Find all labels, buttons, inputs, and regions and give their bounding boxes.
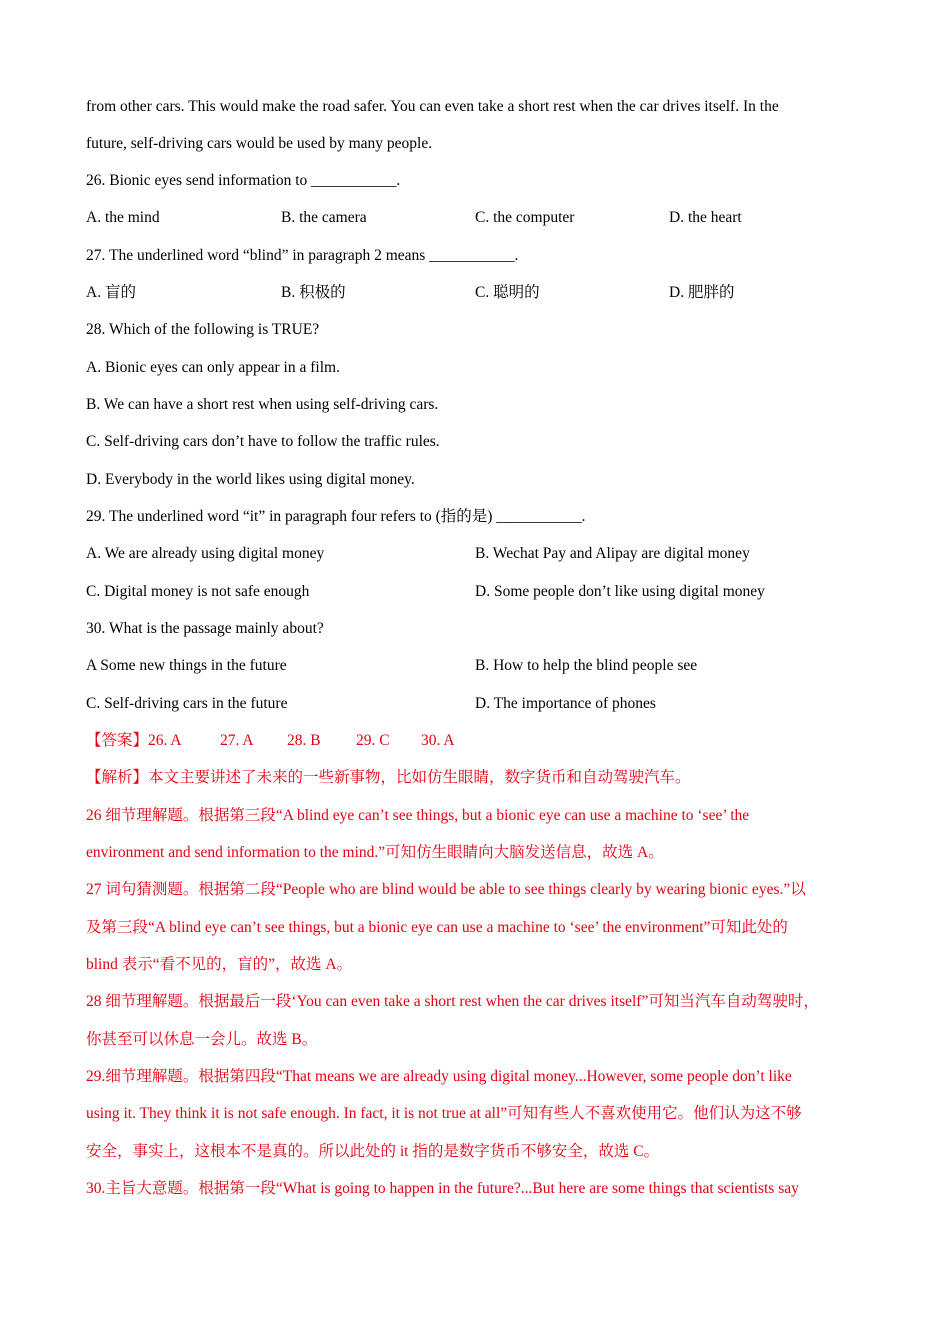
- analysis-line: 26 细节理解题。根据第三段“A blind eye can’t see things, but a bionic eye can use a machine to ‘see’ the: [86, 807, 750, 824]
- analysis-line: 27 词句猜测题。根据第二段“People who are blind would be able to see things clearly by wearing bionic eyes.”以: [86, 881, 806, 898]
- question-28-stem: 28. Which of the following is TRUE?: [86, 321, 320, 338]
- answer-29: 29. C: [356, 732, 390, 749]
- q28-option-d: D. Everybody in the world likes using digital money.: [86, 471, 415, 488]
- analysis-line: 及第三段“A blind eye can’t see things, but a bionic eye can use a machine to ‘see’ the environment”可知此处的: [86, 919, 788, 936]
- q27-option-b: B. 积极的: [281, 284, 346, 301]
- analysis-line: 29.细节理解题。根据第四段“That means we are already using digital money...However, some people don’t like: [86, 1068, 792, 1085]
- q29-option-c: C. Digital money is not safe enough: [86, 583, 310, 600]
- analysis-line: using it. They think it is not safe enough. In fact, it is not true at all”可知有些人不喜欢使用它。他们认为这不够: [86, 1105, 802, 1122]
- answer-28: 28. B: [287, 732, 321, 749]
- q29-option-a: A. We are already using digital money: [86, 545, 325, 562]
- analysis-line: 你甚至可以休息一会儿。故选 B。: [86, 1031, 318, 1048]
- answer-label: 【答案】: [86, 732, 149, 749]
- analysis-summary: 【解析】本文主要讲述了未来的一些新事物，比如仿生眼睛，数字货币和自动驾驶汽车。: [86, 769, 691, 786]
- q26-option-d: D. the heart: [669, 209, 742, 226]
- q28-option-b: B. We can have a short rest when using self-driving cars.: [86, 396, 439, 413]
- question-26-stem: 26. Bionic eyes send information to ___________.: [86, 172, 401, 189]
- q30-option-c: C. Self-driving cars in the future: [86, 695, 288, 712]
- analysis-line: 28 细节理解题。根据最后一段‘You can even take a short rest when the car drives itself”可知当汽车自动驾驶时，: [86, 993, 819, 1010]
- q28-option-a: A. Bionic eyes can only appear in a film.: [86, 359, 340, 376]
- q29-option-b: B. Wechat Pay and Alipay are digital money: [475, 545, 750, 562]
- q26-option-a: A. the mind: [86, 209, 160, 226]
- answer-key: [86, 731, 455, 751]
- q29-option-d: D. Some people don’t like using digital money: [475, 583, 765, 600]
- answer-30: 30. A: [421, 732, 455, 749]
- q27-option-c: C. 聪明的: [475, 284, 540, 301]
- q30-option-a: A Some new things in the future: [86, 657, 287, 674]
- q30-option-b: B. How to help the blind people see: [475, 657, 698, 674]
- answer-26: 26. A: [148, 732, 182, 749]
- question-30-stem: 30. What is the passage mainly about?: [86, 620, 324, 637]
- q27-option-a: A. 盲的: [86, 284, 136, 301]
- question-27-stem: 27. The underlined word “blind” in paragraph 2 means ___________.: [86, 247, 519, 264]
- q27-option-d: D. 肥胖的: [669, 284, 735, 301]
- analysis-line: 30.主旨大意题。根据第一段“What is going to happen in the future?...But here are some things that scientists say: [86, 1180, 799, 1197]
- passage-line-2: future, self-driving cars would be used by many people.: [86, 135, 433, 152]
- analysis-line: 安全，事实上，这根本不是真的。所以此处的 it 指的是数字货币不够安全，故选 C。: [86, 1143, 660, 1160]
- passage-line-1: from other cars. This would make the road safer. You can even take a short rest when the car drives itself. In the: [86, 98, 779, 115]
- q30-option-d: D. The importance of phones: [475, 695, 656, 712]
- analysis-line: blind 表示“看不见的，盲的”，故选 A。: [86, 956, 353, 973]
- answer-27: 27. A: [220, 732, 254, 749]
- q26-option-b: B. the camera: [281, 209, 367, 226]
- q26-option-c: C. the computer: [475, 209, 575, 226]
- q28-option-c: C. Self-driving cars don’t have to follow the traffic rules.: [86, 433, 440, 450]
- analysis-line: environment and send information to the mind.”可知仿生眼睛向大脑发送信息，故选 A。: [86, 844, 664, 861]
- question-29-stem: 29. The underlined word “it” in paragraph four refers to (指的是) ___________.: [86, 508, 586, 525]
